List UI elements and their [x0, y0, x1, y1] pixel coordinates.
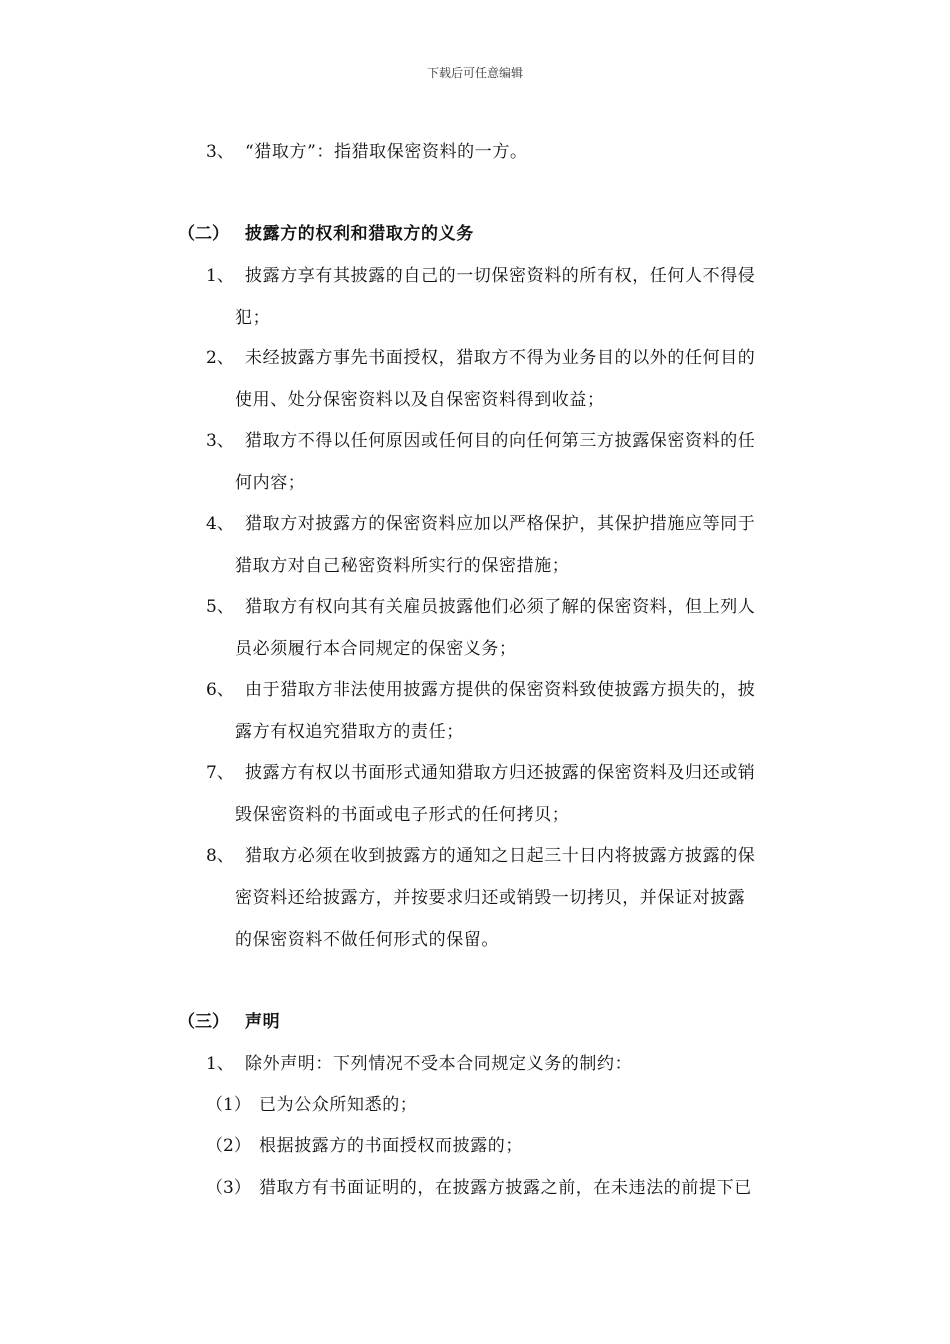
- section-2-item-5-number: 5、: [206, 597, 234, 617]
- section-2-item-1-number: 1、: [206, 266, 234, 286]
- definition-3-number: 3、: [206, 142, 234, 162]
- section-3-number: （三）: [178, 1012, 229, 1032]
- section-3-item-1-number: 1、: [206, 1054, 234, 1074]
- section-2-item-7-number: 7、: [206, 763, 234, 783]
- section-2-item-7-line-1: 披露方有权以书面形式通知猎取方归还披露的保密资料及归还或销: [245, 763, 756, 783]
- section-2-item-6-line-2: 露方有权追究猎取方的责任；: [235, 722, 464, 742]
- section-2-item-1-line-1: 披露方享有其披露的自己的一切保密资料的所有权，任何人不得侵: [245, 266, 756, 286]
- page-header-note: 下载后可任意编辑: [426, 66, 523, 80]
- section-3-subitem-3-number: （3）: [206, 1178, 251, 1198]
- definition-3-text: “猎取方”：指猎取保密资料的一方。: [245, 142, 528, 162]
- section-2-item-4-line-1: 猎取方对披露方的保密资料应加以严格保护，其保护措施应等同于: [245, 514, 756, 534]
- section-2-item-8-line-2: 密资料还给披露方，并按要求归还或销毁一切拷贝，并保证对披露: [235, 888, 746, 908]
- section-2-item-5-line-2: 员必须履行本合同规定的保密义务；: [235, 639, 517, 659]
- section-2-item-3-line-1: 猎取方不得以任何原因或任何目的向任何第三方披露保密资料的任: [245, 431, 756, 451]
- section-2-item-7-line-2: 毁保密资料的书面或电子形式的任何拷贝；: [235, 805, 570, 825]
- section-2-number: （二）: [178, 224, 229, 244]
- section-2-item-2-line-1: 未经披露方事先书面授权，猎取方不得为业务目的以外的任何目的: [245, 348, 756, 368]
- section-2-item-5-line-1: 猎取方有权向其有关雇员披露他们必须了解的保密资料，但上列人: [245, 597, 756, 617]
- section-2-item-6-line-1: 由于猎取方非法使用披露方提供的保密资料致使披露方损失的，披: [245, 680, 756, 700]
- section-2-title: 披露方的权利和猎取方的义务: [245, 224, 474, 244]
- section-3-subitem-2-number: （2）: [206, 1136, 251, 1156]
- section-2-item-8-line-1: 猎取方必须在收到披露方的通知之日起三十日内将披露方披露的保: [245, 846, 756, 866]
- section-2-item-1-line-2: 犯；: [235, 308, 271, 328]
- section-2-item-8-number: 8、: [206, 846, 234, 866]
- section-2-item-3-number: 3、: [206, 431, 234, 451]
- section-3-subitem-1-text: 已为公众所知悉的；: [259, 1095, 418, 1115]
- section-2-item-2-number: 2、: [206, 348, 234, 368]
- section-3-title: 声明: [245, 1012, 281, 1032]
- section-2-item-8-line-3: 的保密资料不做任何形式的保留。: [235, 930, 499, 950]
- section-3-item-1-text: 除外声明：下列情况不受本合同规定义务的制约：: [245, 1054, 633, 1074]
- section-2-item-4-line-2: 猎取方对自己秘密资料所实行的保密措施；: [235, 556, 570, 576]
- section-2-item-2-line-2: 使用、处分保密资料以及自保密资料得到收益；: [235, 390, 605, 410]
- section-2-item-6-number: 6、: [206, 680, 234, 700]
- section-2-item-4-number: 4、: [206, 514, 234, 534]
- section-3-subitem-2-text: 根据披露方的书面授权而披露的；: [259, 1136, 523, 1156]
- section-3-subitem-1-number: （1）: [206, 1095, 251, 1115]
- section-2-item-3-line-2: 何内容；: [235, 473, 306, 493]
- section-3-subitem-3-text: 猎取方有书面证明的，在披露方披露之前，在未违法的前提下已: [259, 1178, 752, 1198]
